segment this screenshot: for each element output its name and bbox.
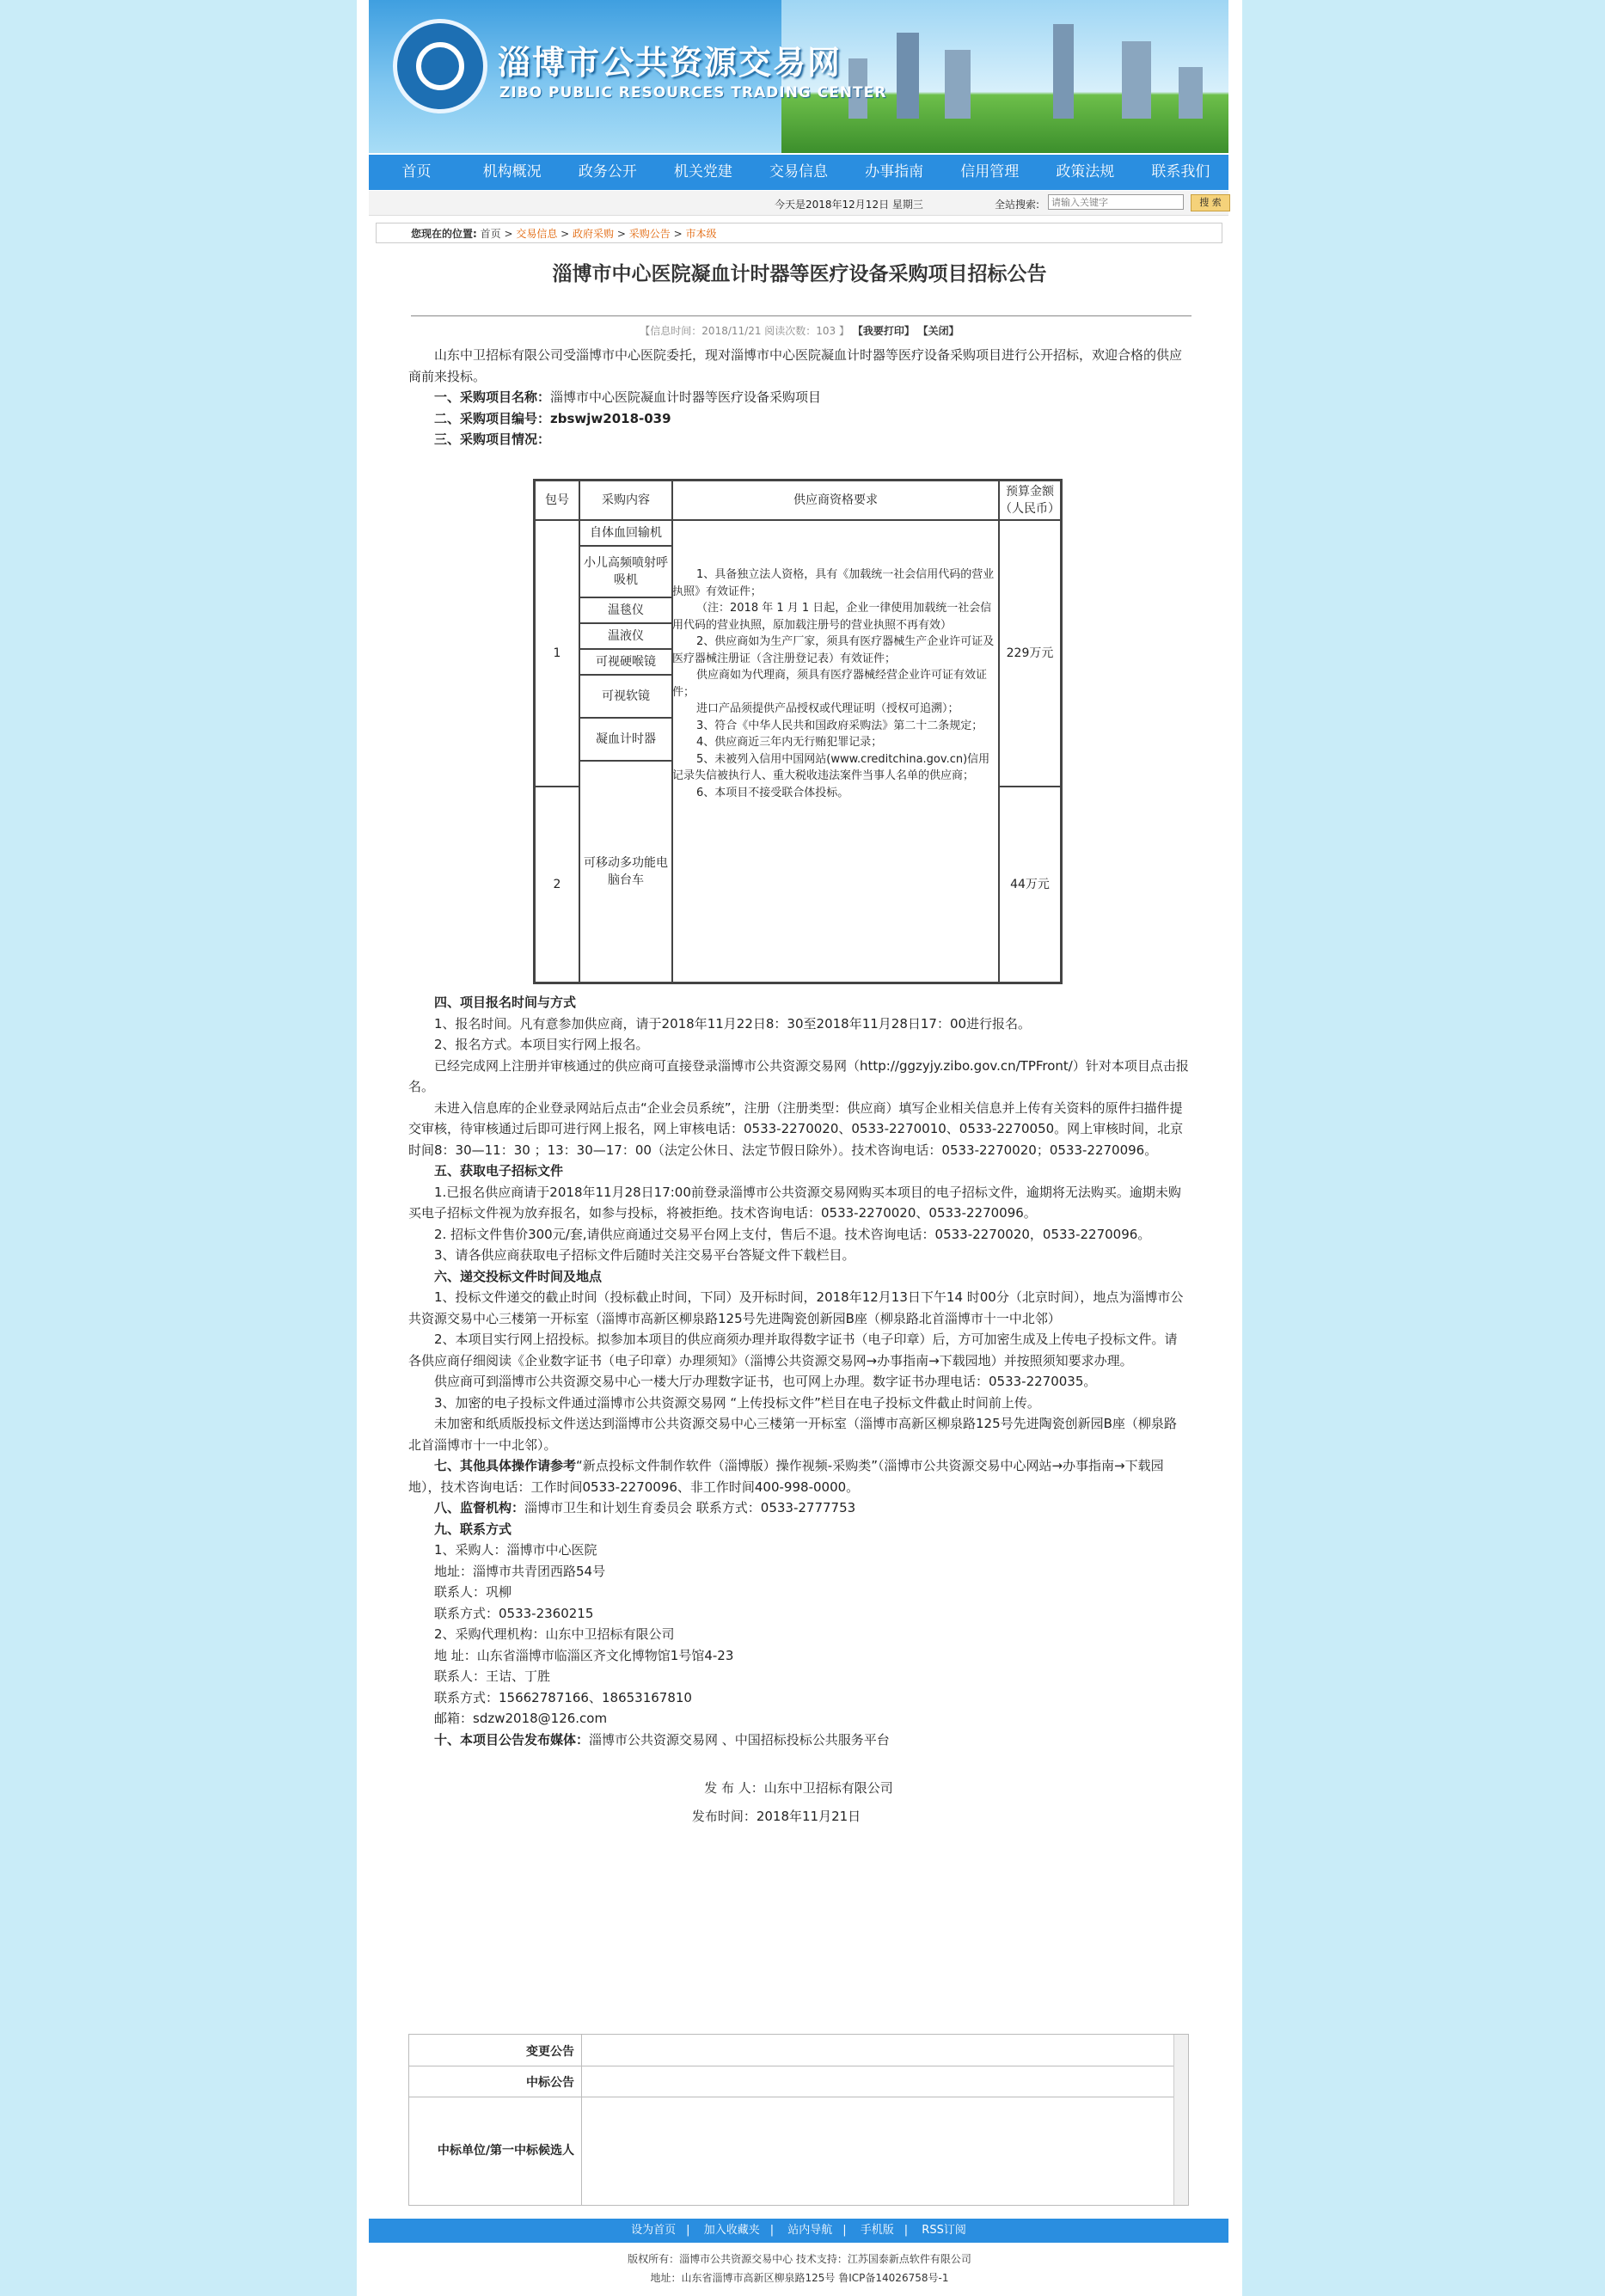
building [1122, 41, 1151, 119]
nav-contact[interactable]: 联系我们 [1151, 163, 1210, 181]
winner-label: 中标单位/第一中标候选人 [437, 2144, 574, 2158]
paragraph: 淄博市公共资源交易网 、中国招标投标公共服务平台 [589, 1731, 890, 1748]
procurement-table [533, 479, 1063, 984]
contact-line: 地 址：山东省淄博市临淄区齐文化博物馆1号馆4-23 [434, 1647, 734, 1663]
site-banner [369, 0, 1228, 153]
search-input[interactable] [1048, 194, 1184, 210]
footer-link-sethome[interactable]: 设为首页 [631, 2224, 677, 2237]
breadcrumb-item[interactable]: 市本级 [685, 228, 717, 240]
requirement-line: 进口产品须提供产品授权或代理证明（授权可追溯）； [696, 702, 959, 715]
contact-line: 联系人：王诘、丁胜 [434, 1668, 551, 1684]
table-header: 供应商资格要求 [672, 481, 999, 520]
requirement-line: 6、本项目不接受联合体投标。 [696, 786, 849, 799]
page-title: 淄博市中心医院凝血计时器等医疗设备采购项目招标公告 [552, 262, 1047, 285]
contact-line: 2、采购代理机构：山东中卫招标有限公司 [434, 1626, 675, 1642]
requirement-line: （注：2018 年 1 月 1 日起，企业一律使用加载统一社会信用代码的营业执照，原加载注册号的营业执照不再有效） [672, 602, 992, 632]
section-heading: 四、项目报名时间与方式 [434, 995, 577, 1010]
table-cell [581, 2097, 582, 2205]
nav-guide[interactable]: 办事指南 [865, 163, 924, 181]
footer-address: 地址：山东省淄博市高新区柳泉路125号 鲁ICP备14026758号-1 [650, 2272, 949, 2284]
section-heading: 八、监督机构： [434, 1500, 525, 1515]
project-name: 淄博市中心医院凝血计时器等医疗设备采购项目 [550, 389, 822, 405]
contact-line: 地址：淄博市共青团西路54号 [434, 1563, 606, 1579]
requirements-text [672, 566, 999, 801]
section-heading: 三、采购项目情况： [434, 432, 551, 447]
paragraph: 2. 招标文件售价300元/套,请供应商通过交易平台网上支付，售后不退。技术咨询电话：0533-2270020，0533-2270096。 [434, 1226, 1151, 1242]
breadcrumb: 您现在的位置: 首页 > 交易信息 > 政府采购 > 采购公告 > 市本级 [376, 223, 1222, 243]
budget-cell: 229万元 [999, 520, 1061, 787]
requirement-line: 1、具备独立法人资格，具有《加载统一社会信用代码的营业执照》有效证件； [672, 568, 995, 598]
package-number: 2 [535, 787, 579, 983]
paragraph: 3、请各供应商获取电子招标文件后随时关注交易平台答疑文件下载栏目。 [434, 1247, 855, 1263]
info-time: 【信息时间：2018/11/21 阅读次数：103 】 [640, 325, 849, 337]
paragraph: 3、加密的电子投标文件通过淄博市公共资源交易网 “上传投标文件”栏目在电子投标文件截止时间前上传。 [434, 1394, 1040, 1411]
budget-cell: 44万元 [999, 787, 1061, 983]
contact-line: 联系人：巩柳 [434, 1584, 512, 1600]
footer-link-favorite[interactable]: 加入收藏夹 [703, 2224, 760, 2237]
paragraph: 未加密和纸质版投标文件送达到淄博市公共资源交易中心三楼第一开标室（淄博市高新区柳泉路125号先进陶瓷创新园B座（柳泉路北首淄博市十一中北邻）。 [408, 1416, 1177, 1453]
nav-home[interactable]: 首页 [401, 163, 432, 181]
paragraph: 已经完成网上注册并审核通过的供应商可直接登录淄博市公共资源交易网（http://ggzyjy.zibo.gov.cn/TPFront/）针对本项目点击报名。 [408, 1057, 1189, 1094]
item-cell: 凝血计时器 [579, 718, 672, 761]
publisher: 发 布 人：山东中卫招标有限公司 [704, 1780, 893, 1796]
search-label: 全站搜索: [995, 199, 1040, 211]
nav-party[interactable]: 机关党建 [673, 163, 732, 181]
paragraph: “新点投标文件制作软件（淄博版）操作视频-采购类”（淄博市公共资源交易中心网站→办事指南→下载园地），技术咨询电话：工作时间0533-2270096、非工作时间400-998-0000。 [408, 1458, 1164, 1495]
paragraph: 未进入信息库的企业登录网站后点击“企业会员系统”，注册（注册类型：供应商）填写企业相关信息并上传有关资料的原件扫描件提交审核，待审核通过后即可进行网上报名，网上审核电话：0533-2270020、0533-2270010、0533-2270050。网上审核时间，北京时间8：30—11：30 ；13：30—17：00（法定公休日、法定节假日除外）。技术咨询电话：0533-2270020；0533-2270096。 [408, 1099, 1184, 1158]
requirement-line: 5、未被列入信用中国网站(www.creditchina.gov.cn)信用记录失信被执行人、重大税收违法案件当事人名单的供应商； [672, 752, 990, 782]
paragraph: 2、报名方式。本项目实行网上报名。 [434, 1037, 649, 1052]
table-header: 采购内容 [579, 481, 672, 520]
contact-line: 邮箱：sdzw2018@126.com [434, 1711, 608, 1726]
table-row [409, 2035, 1188, 2066]
building [1053, 24, 1074, 119]
nav-public-affairs[interactable]: 政务公开 [578, 163, 637, 181]
page-container [357, 0, 1242, 2296]
paragraph: 淄博市卫生和计划生育委员会 联系方式：0533-2777753 [524, 1500, 856, 1515]
item-cell: 温毯仪 [579, 597, 672, 623]
paragraph: 2、本项目实行网上招投标。拟参加本项目的供应商须办理并取得数字证书（电子印章）后，方可加密生成及上传电子投标文件。请各供应商仔细阅读《企业数字证书（电子印章）办理须知》（淄博公共资源交易网→办事指南→下载园地）并按照须知要求办理。 [408, 1332, 1178, 1368]
nav-trading-info[interactable]: 交易信息 [769, 163, 828, 181]
breadcrumb-item[interactable]: 交易信息 [516, 228, 558, 240]
table-header: 包号 [535, 481, 579, 520]
site-logo-icon[interactable] [393, 19, 487, 113]
nav-credit[interactable]: 信用管理 [960, 163, 1020, 181]
breadcrumb-item[interactable]: 政府采购 [573, 228, 615, 240]
publish-date: 发布时间：2018年11月21日 [691, 1808, 861, 1824]
table-row [409, 2097, 1188, 2205]
article-sections [408, 992, 1189, 1827]
print-link[interactable]: 【我要打印】 [852, 325, 915, 337]
requirement-line: 3、符合《中华人民共和国政府采购法》第二十二条规定； [696, 719, 983, 732]
breadcrumb-prefix: 您现在的位置: [411, 228, 477, 240]
item-cell: 可视硬喉镜 [579, 649, 672, 675]
paragraph: 1、投标文件递交的截止时间（投标截止时间，下同）及开标时间，2018年12月13日下午14 时00分（北京时间），地点为淄博市公共资源交易中心三楼第一开标室（淄博市高新区柳泉路125号先进陶瓷创新园B座（柳泉路北首淄博市十一中北邻） [408, 1289, 1184, 1326]
paragraph: 1、报名时间。凡有意参加供应商，请于2018年11月22日8：30至2018年11月28日17：00进行报名。 [434, 1015, 1032, 1032]
item-cell: 可移动多功能电脑台车 [579, 761, 672, 983]
divider [411, 315, 1191, 316]
main-nav [369, 155, 1228, 190]
nav-policy[interactable]: 政策法规 [1056, 163, 1115, 181]
section-heading: 五、获取电子招标文件 [434, 1163, 564, 1179]
article-meta [357, 323, 1242, 338]
paragraph: 1.已报名供应商请于2018年11月28日17:00前登录淄博市公共资源交易网购买本项目的电子招标文件，逾期将无法购买。逾期未购买电子招标文件视为放弃报名，如参与投标，将被拒绝。技术咨询电话：0533-2270020、0533-2270096。 [408, 1184, 1181, 1221]
paragraph: 供应商可到淄博市公共资源交易中心一楼大厅办理数字证书，也可网上办理。数字证书办理电话：0533-2270035。 [434, 1374, 1097, 1389]
section-heading: 九、联系方式 [434, 1521, 512, 1537]
section-heading: 六、递交投标文件时间及地点 [434, 1268, 603, 1284]
requirement-line: 4、供应商近三年内无行贿犯罪记录； [696, 736, 883, 749]
site-subtitle: ZIBO PUBLIC RESOURCES TRADING CENTER [499, 84, 887, 101]
section-heading: 二、采购项目编号： [434, 410, 551, 426]
building [945, 50, 971, 119]
table-cell [581, 2066, 582, 2097]
item-cell: 自体血回输机 [579, 520, 672, 546]
requirement-line: 供应商如为代理商，须具有医疗器械经营企业许可证有效证件； [672, 669, 988, 699]
footer-link-rss[interactable]: RSS订阅 [922, 2224, 966, 2237]
table-row [409, 2066, 1188, 2097]
nav-about[interactable]: 机构概况 [482, 163, 542, 181]
intro-paragraph: 山东中卫招标有限公司受淄博市中心医院委托，现对淄博市中心医院凝血计时器等医疗设备采购项目进行公开招标，欢迎合格的供应商前来投标。 [408, 347, 1183, 384]
requirement-line: 2、供应商如为生产厂家，须具有医疗器械生产企业许可证及医疗器械注册证（含注册登记表）有效证件； [672, 635, 995, 665]
footer-links: 设为首页 | 加入收藏夹 | 站内导航 | 手机版 | RSS订阅 [369, 2219, 1228, 2243]
article-body [408, 345, 1189, 450]
section-heading: 十、本项目公告发布媒体： [434, 1731, 590, 1748]
section-heading: 七、其他具体操作请参考 [434, 1458, 577, 1473]
item-cell: 可视软镜 [579, 675, 672, 718]
footer-copyright: 版权所有：淄博市公共资源交易中心 技术支持：江苏国泰新点软件有限公司 [628, 2253, 971, 2265]
close-link[interactable]: 【关闭】 [917, 325, 959, 337]
contact-line: 联系方式：0533-2360215 [434, 1605, 594, 1621]
footer-link-mobile[interactable]: 手机版 [860, 2224, 894, 2237]
package-number: 1 [535, 520, 579, 787]
footer-link-sitemap[interactable]: 站内导航 [787, 2224, 833, 2237]
breadcrumb-item[interactable]: 首页 [480, 228, 501, 240]
building [897, 33, 919, 119]
section-heading: 一、采购项目名称： [434, 389, 551, 405]
breadcrumb-item[interactable]: 采购公告 [628, 228, 671, 240]
result-table [408, 2034, 1189, 2206]
project-code: zbswjw2018-039 [550, 410, 671, 426]
contact-line: 联系方式：15662787166、18653167810 [434, 1689, 692, 1705]
scrollbar[interactable] [1173, 2035, 1188, 2205]
change-notice-label: 变更公告 [526, 2045, 574, 2059]
search-button[interactable]: 搜 索 [1191, 194, 1230, 211]
table-header: 预算金额（人民币） [999, 481, 1061, 520]
info-bar [369, 191, 1228, 216]
current-date: 今天是2018年12月12日 星期三 [775, 199, 923, 211]
item-cell: 温液仪 [579, 623, 672, 649]
site-title: 淄博市公共资源交易网 [498, 44, 842, 82]
contact-line: 1、采购人：淄博市中心医院 [434, 1542, 597, 1558]
building [1179, 67, 1203, 119]
table-cell [581, 2035, 582, 2066]
award-notice-label: 中标公告 [526, 2076, 574, 2090]
item-cell: 小儿高频喷射呼吸机 [579, 546, 672, 597]
